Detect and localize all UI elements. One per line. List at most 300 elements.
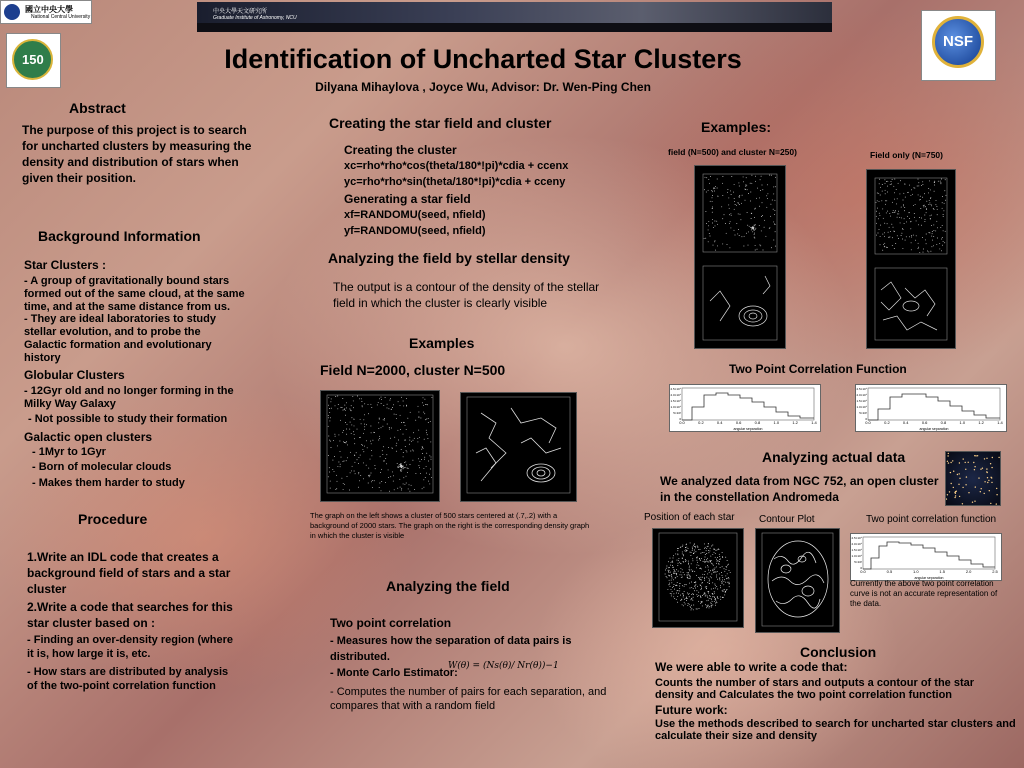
star-point: [707, 597, 708, 598]
star-point: [672, 567, 673, 568]
star-point: [397, 430, 398, 431]
star-point: [937, 209, 938, 210]
star-point: [709, 233, 710, 234]
star-point: [362, 449, 363, 450]
star-point: [695, 551, 696, 552]
tpc-function-heading: Two Point Correlation Function: [729, 362, 907, 376]
star-point: [914, 188, 915, 189]
star-point: [407, 472, 408, 473]
y-tick-label: 2.5×10⁴: [670, 387, 681, 391]
star-point: [729, 586, 730, 587]
star-point: [738, 182, 739, 183]
star-point: [761, 176, 762, 177]
star-point: [944, 242, 945, 243]
star-point: [947, 455, 948, 456]
star-point: [708, 605, 709, 606]
star-point: [884, 232, 885, 233]
star-point: [948, 453, 949, 454]
star-point: [755, 181, 756, 182]
star-point: [422, 447, 423, 448]
banner-text-2: Graduate Institute of Astronomy, NCU: [213, 15, 297, 21]
star-point: [338, 404, 339, 405]
star-point: [417, 438, 418, 439]
star-point: [722, 577, 723, 578]
star-point: [744, 236, 745, 237]
tick-label: 0.2: [698, 420, 704, 425]
star-point: [682, 558, 683, 559]
star-point: [922, 184, 923, 185]
star-point: [419, 467, 420, 468]
star-point: [920, 196, 921, 197]
ncu-logo-text: 國立中央大學: [25, 5, 73, 14]
star-point: [892, 179, 893, 180]
star-point: [708, 179, 709, 180]
star-point: [681, 574, 682, 575]
star-point: [384, 460, 385, 461]
star-point: [917, 186, 918, 187]
star-point: [959, 478, 960, 479]
star-point: [682, 553, 683, 554]
star-point: [351, 424, 352, 425]
star-point: [703, 594, 704, 595]
star-point: [885, 200, 886, 201]
star-point: [673, 555, 674, 556]
star-point: [405, 440, 406, 441]
star-point: [880, 244, 881, 245]
star-point: [682, 546, 683, 547]
open-p3: - Makes them harder to study: [32, 477, 185, 489]
star-point: [717, 224, 718, 225]
star-point: [941, 250, 942, 251]
star-point: [713, 569, 714, 570]
star-point: [906, 236, 907, 237]
star-point: [972, 502, 973, 503]
star-point: [920, 208, 921, 209]
star-point: [423, 448, 424, 449]
star-point: [362, 406, 363, 407]
star-point: [381, 490, 382, 491]
star-point: [893, 210, 894, 211]
star-point: [924, 221, 925, 222]
tick-label: 1.4: [997, 420, 1003, 425]
star-point: [951, 483, 952, 484]
star-point: [359, 398, 360, 399]
star-point: [877, 208, 878, 209]
star-point: [996, 488, 997, 489]
star-point: [423, 405, 424, 406]
star-point: [687, 572, 688, 573]
star-point: [668, 575, 669, 576]
star-point: [954, 497, 955, 498]
star-point: [736, 223, 737, 224]
star-point: [950, 472, 951, 473]
star-point: [700, 585, 701, 586]
star-point: [895, 212, 896, 213]
star-point: [729, 582, 730, 583]
actual-data-heading: Analyzing actual data: [762, 449, 906, 465]
star-point: [933, 230, 934, 231]
star-point: [672, 578, 673, 579]
star-point: [371, 443, 372, 444]
star-point: [699, 559, 700, 560]
star-point: [712, 545, 713, 546]
star-point: [683, 572, 684, 573]
open-clusters-label: Galactic open clusters: [24, 430, 153, 444]
globular-p2: - Not possible to study their formation: [28, 413, 228, 425]
star-point: [710, 556, 711, 557]
star-point: [401, 466, 402, 467]
star-point: [711, 574, 712, 575]
star-point: [672, 591, 673, 592]
star-point: [707, 606, 708, 607]
star-point: [878, 193, 879, 194]
star-point: [331, 398, 332, 399]
star-point: [712, 554, 713, 555]
star-point: [977, 455, 978, 456]
star-point: [926, 208, 927, 209]
star-point: [998, 457, 999, 458]
star-point: [974, 455, 975, 456]
star-point: [754, 225, 755, 226]
star-point: [708, 562, 709, 563]
star-point: [388, 447, 389, 448]
y-tick-label: 2.5×10⁴: [856, 387, 867, 391]
star-point: [959, 496, 960, 497]
star-point: [423, 487, 424, 488]
star-point: [715, 186, 716, 187]
star-point: [708, 600, 709, 601]
star-point: [330, 488, 331, 489]
star-point: [910, 195, 911, 196]
star-point: [935, 230, 936, 231]
star-point: [965, 469, 966, 470]
star-point: [346, 441, 347, 442]
star-point: [679, 586, 680, 587]
star-point: [369, 476, 370, 477]
star-point: [693, 553, 694, 554]
star-point: [774, 200, 775, 201]
star-point: [403, 434, 404, 435]
star-point: [668, 561, 669, 562]
star-point: [688, 548, 689, 549]
star-point: [701, 586, 702, 587]
star-point: [700, 549, 701, 550]
abstract-heading: Abstract: [69, 100, 126, 116]
cluster-field-svg: [695, 166, 785, 348]
star-point: [423, 468, 424, 469]
star-point: [669, 570, 670, 571]
star-point: [982, 468, 983, 469]
star-point: [709, 579, 710, 580]
star-point: [670, 565, 671, 566]
star-point: [347, 476, 348, 477]
star-point: [710, 561, 711, 562]
star-field-points: [328, 396, 433, 492]
star-point: [712, 582, 713, 583]
star-point: [363, 433, 364, 434]
star-point: [706, 548, 707, 549]
star-point: [957, 474, 958, 475]
star-point: [991, 482, 992, 483]
star-point: [707, 596, 708, 597]
star-point: [943, 214, 944, 215]
star-point: [390, 398, 391, 399]
banner-silhouette: [197, 23, 832, 32]
star-point: [714, 191, 715, 192]
star-point: [381, 427, 382, 428]
star-point: [409, 437, 410, 438]
star-point: [715, 598, 716, 599]
star-point: [771, 247, 772, 248]
star-point: [687, 593, 688, 594]
star-point: [682, 545, 683, 546]
star-point: [761, 230, 762, 231]
star-point: [730, 227, 731, 228]
star-point: [770, 216, 771, 217]
star-point: [379, 418, 380, 419]
star-point: [397, 463, 398, 464]
y-tick-label: 0: [865, 417, 867, 421]
star-point: [759, 225, 760, 226]
star-point: [773, 209, 774, 210]
star-point: [683, 594, 684, 595]
star-point: [935, 204, 936, 205]
star-point: [911, 221, 912, 222]
tick-label: 0.0: [679, 420, 685, 425]
star-point: [684, 574, 685, 575]
star-point: [931, 215, 932, 216]
procedure-sub1: - Finding an over-density region (where it is, how large it is, etc.: [27, 634, 233, 660]
star-point: [692, 600, 693, 601]
star-point: [689, 570, 690, 571]
star-point: [406, 451, 407, 452]
star-point: [754, 217, 755, 218]
star-point: [921, 225, 922, 226]
star-point: [918, 185, 919, 186]
star-point: [750, 183, 751, 184]
star-point: [329, 408, 330, 409]
star-point: [415, 473, 416, 474]
star-point: [762, 185, 763, 186]
star-point: [710, 602, 711, 603]
star-point: [691, 605, 692, 606]
star-point: [709, 595, 710, 596]
star-point: [707, 582, 708, 583]
star-point: [350, 422, 351, 423]
star-point: [953, 471, 954, 472]
star-point: [354, 462, 355, 463]
star-point: [706, 559, 707, 560]
star-point: [722, 218, 723, 219]
star-point: [419, 461, 420, 462]
star-point: [692, 593, 693, 594]
star-point: [706, 553, 707, 554]
star-point: [708, 241, 709, 242]
star-point: [673, 567, 674, 568]
star-point: [950, 462, 951, 463]
star-point: [705, 547, 706, 548]
star-point: [729, 570, 730, 571]
star-point: [702, 552, 703, 553]
star-point: [913, 187, 914, 188]
star-point: [712, 564, 713, 565]
star-point: [765, 236, 766, 237]
star-point: [394, 489, 395, 490]
star-point: [714, 584, 715, 585]
star-point: [892, 245, 893, 246]
star-point: [723, 597, 724, 598]
star-point: [704, 574, 705, 575]
star-point: [357, 396, 358, 397]
star-point: [377, 404, 378, 405]
star-point: [714, 221, 715, 222]
star-point: [354, 419, 355, 420]
star-point: [680, 574, 681, 575]
star-point: [688, 563, 689, 564]
star-point: [722, 557, 723, 558]
star-point: [687, 577, 688, 578]
star-point: [714, 241, 715, 242]
star-point: [992, 457, 993, 458]
star-point: [368, 483, 369, 484]
star-point: [980, 491, 981, 492]
star-point: [360, 437, 361, 438]
star-point: [331, 408, 332, 409]
creating-eq4: yf=RANDOMU(seed, nfield): [344, 225, 486, 237]
star-point: [332, 460, 333, 461]
creating-cluster-label: Creating the cluster: [344, 143, 457, 157]
star-point: [750, 201, 751, 202]
star-point: [719, 573, 720, 574]
star-point: [880, 236, 881, 237]
star-point: [713, 245, 714, 246]
star-point: [892, 212, 893, 213]
star-point: [933, 224, 934, 225]
star-point: [876, 235, 877, 236]
future-text: Use the methods described to search for uncharted star clusters and calculate their size and density: [655, 718, 1016, 742]
star-point: [934, 191, 935, 192]
star-point: [342, 398, 343, 399]
star-point: [722, 195, 723, 196]
star-point: [746, 177, 747, 178]
star-point: [746, 233, 747, 234]
star-point: [690, 599, 691, 600]
star-point: [698, 577, 699, 578]
examples-mid-heading: Examples: [409, 335, 475, 351]
star-point: [335, 396, 336, 397]
star-point: [942, 196, 943, 197]
density-contour-svg: [461, 393, 576, 501]
conclusion-intro: We were able to write a code that:: [655, 660, 848, 674]
star-point: [725, 592, 726, 593]
star-point: [353, 400, 354, 401]
star-point: [716, 572, 717, 573]
star-point: [754, 233, 755, 234]
star-point: [712, 605, 713, 606]
star-point: [406, 450, 407, 451]
star-point: [671, 580, 672, 581]
star-point: [366, 465, 367, 466]
star-point: [720, 585, 721, 586]
star-point: [351, 417, 352, 418]
star-point: [714, 552, 715, 553]
star-point: [703, 561, 704, 562]
star-point: [887, 211, 888, 212]
star-point: [694, 543, 695, 544]
star-point: [328, 436, 329, 437]
star-point: [666, 566, 667, 567]
star-point: [392, 471, 393, 472]
star-point: [665, 574, 666, 575]
star-point: [682, 577, 683, 578]
star-point: [929, 232, 930, 233]
star-point: [930, 251, 931, 252]
star-point: [986, 471, 987, 472]
star-point: [708, 221, 709, 222]
star-point: [902, 239, 903, 240]
star-point: [675, 573, 676, 574]
star-point: [755, 229, 756, 230]
star-point: [931, 246, 932, 247]
star-point: [698, 601, 699, 602]
star-point: [905, 197, 906, 198]
star-point: [689, 569, 690, 570]
star-point: [379, 419, 380, 420]
star-point: [671, 595, 672, 596]
star-point: [882, 250, 883, 251]
star-point: [328, 426, 329, 427]
star-point: [408, 488, 409, 489]
actual-note: Currently the above two point correlation curve is not an accurate representation of the data.: [850, 579, 998, 608]
contour-plot-svg: [756, 529, 839, 632]
y-tick-label: 1.5×10⁴: [856, 399, 867, 403]
tpc-chart-1-ticks: [670, 387, 817, 431]
star-point: [719, 564, 720, 565]
star-point: [767, 184, 768, 185]
star-point: [688, 572, 689, 573]
star-point: [911, 189, 912, 190]
star-point: [708, 543, 709, 544]
star-point: [902, 248, 903, 249]
star-point: [406, 405, 407, 406]
star-point: [757, 188, 758, 189]
star-point: [711, 560, 712, 561]
star-point: [668, 567, 669, 568]
star-point: [923, 249, 924, 250]
star-point: [328, 417, 329, 418]
star-point: [728, 564, 729, 565]
star-point: [673, 558, 674, 559]
star-point: [403, 456, 404, 457]
star-point: [371, 473, 372, 474]
star-point: [929, 180, 930, 181]
star-point: [702, 574, 703, 575]
star-point: [396, 451, 397, 452]
star-point: [884, 236, 885, 237]
star-point: [334, 456, 335, 457]
density-heading: Analyzing the field by stellar density: [328, 250, 570, 266]
star-point: [388, 477, 389, 478]
star-point: [920, 199, 921, 200]
actual-data-text: We analyzed data from NGC 752, an open cluster in the constellation Andromeda: [660, 474, 939, 504]
star-point: [890, 216, 891, 217]
star-point: [962, 503, 963, 504]
star-point: [757, 249, 758, 250]
star-point: [936, 221, 937, 222]
star-point: [751, 229, 752, 230]
star-point: [401, 488, 402, 489]
star-point: [887, 247, 888, 248]
